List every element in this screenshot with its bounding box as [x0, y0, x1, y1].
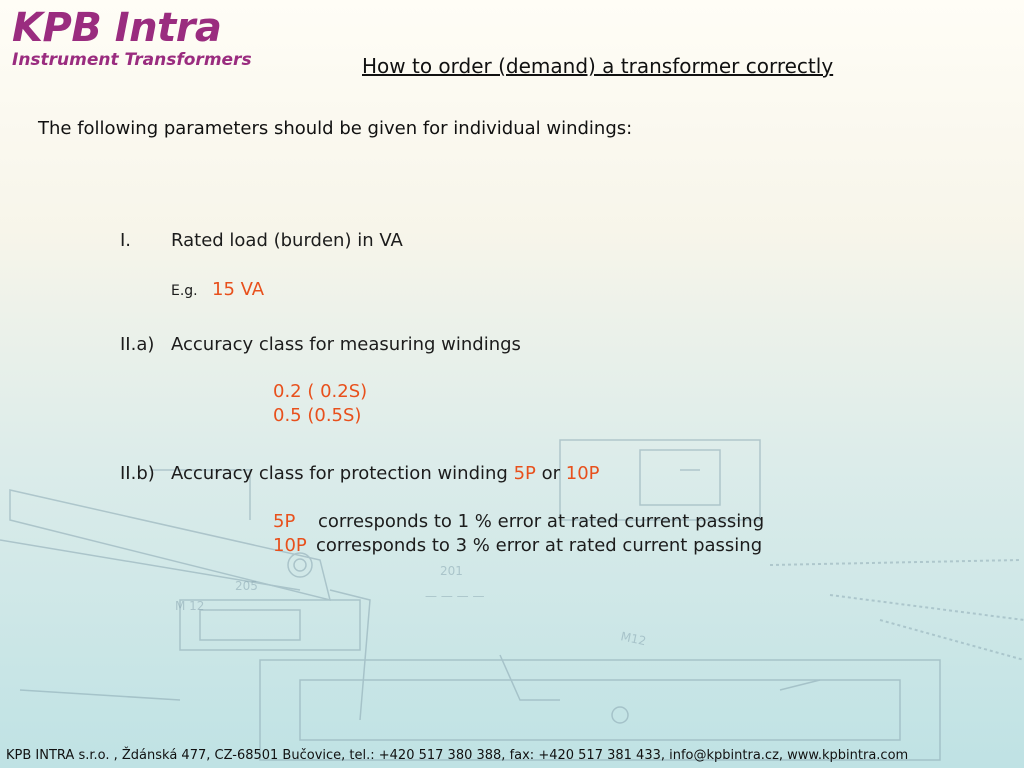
svg-text:205: 205 — [235, 579, 258, 593]
svg-text:M 12: M 12 — [175, 599, 205, 613]
item-iia-value-2: 0.5 (0.5S) — [273, 405, 362, 426]
footer-contact: KPB INTRA s.r.o. , Ždánská 477, CZ-68501 Bučovice, tel.: +420 517 380 388, fax: +420 517 381 433, info@kpbintra.cz, www.kpbintra.com — [6, 748, 909, 763]
item-iib-def1-text: corresponds to 1 % error at rated current passing — [318, 511, 765, 532]
item-iia-marker: II.a) — [120, 334, 155, 355]
item-i-text: Rated load (burden) in VA — [171, 230, 403, 251]
item-iib-def2-code: 10P — [273, 535, 307, 556]
item-iib-def2-text: corresponds to 3 % error at rated current passing — [316, 535, 763, 556]
item-i-eg-label: E.g. — [171, 283, 198, 299]
item-iib-def1-code: 5P — [273, 511, 296, 532]
item-iib-marker: II.b) — [120, 463, 155, 484]
item-iia-value-1: 0.2 ( 0.2S) — [273, 381, 368, 402]
item-iib-text: Accuracy class for protection winding — [171, 463, 508, 484]
item-iib-option-5p: 5P — [513, 463, 536, 484]
logo: KPB Intra — [12, 5, 222, 51]
svg-text:— — — —: — — — — — [425, 589, 485, 603]
page-title: How to order (demand) a transformer correctly — [362, 54, 834, 78]
intro-text: The following parameters should be given for individual windings: — [38, 118, 633, 139]
item-i-eg-value: 15 VA — [212, 279, 265, 300]
svg-text:M12: M12 — [619, 629, 648, 649]
item-iib-or: or — [541, 463, 561, 484]
logo-subtitle: Instrument Transformers — [12, 50, 252, 70]
svg-text:201: 201 — [440, 564, 463, 578]
item-i-marker: I. — [120, 230, 132, 251]
item-iib-option-10p: 10P — [565, 463, 600, 484]
item-iia-text: Accuracy class for measuring windings — [171, 334, 521, 355]
item-iib-line — [171, 463, 600, 484]
